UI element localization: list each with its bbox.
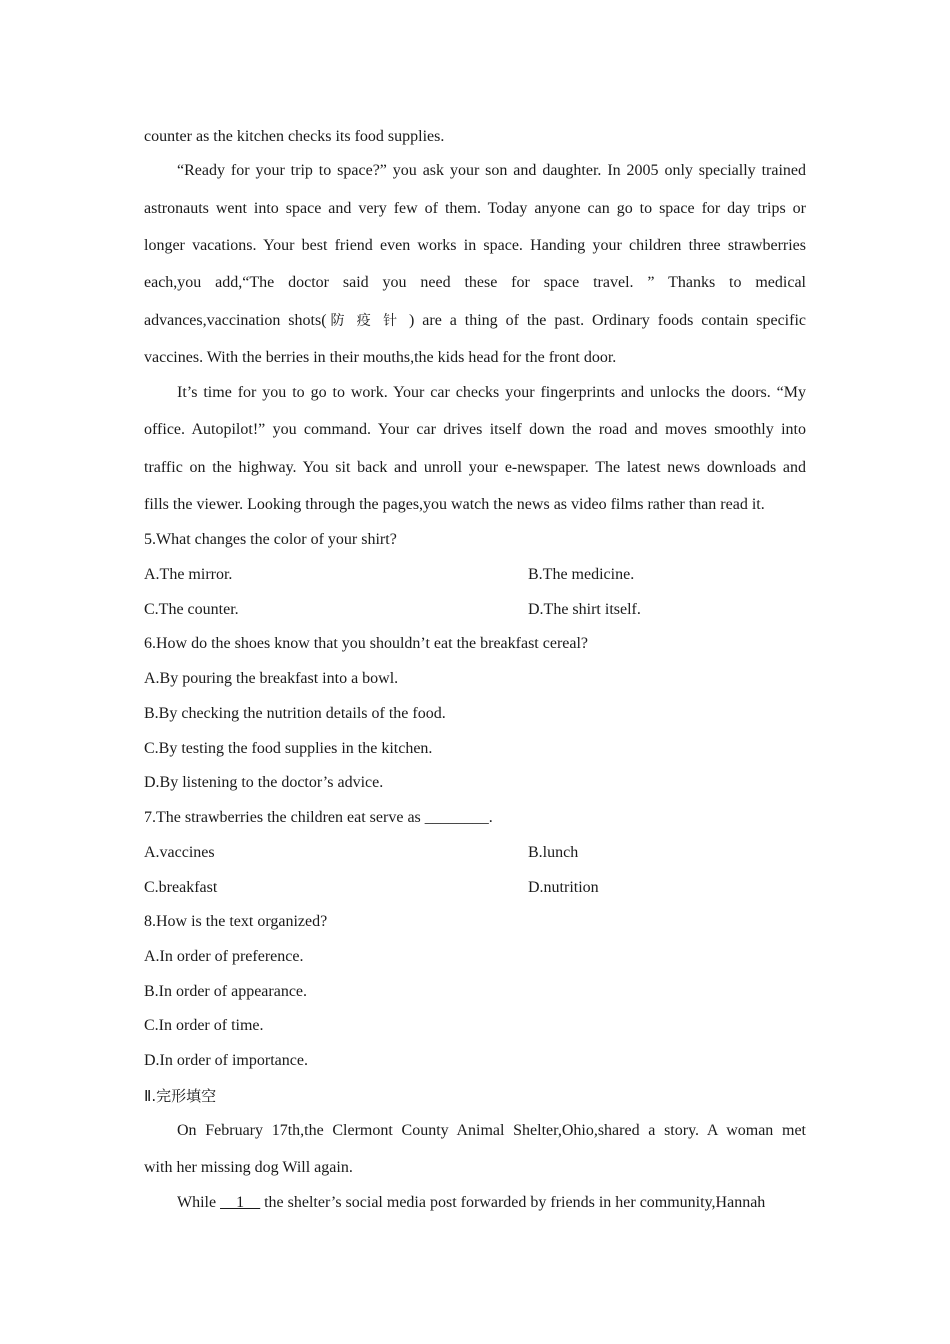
passage-line: traffic on the highway. You sit back and unroll your e-newspaper. The latest news downloads and [144,459,806,476]
passage-line: with her missing dog Will again. [144,1159,353,1176]
passage-line: “Ready for your trip to space?” you ask your son and daughter. In 2005 only specially trained [177,162,806,179]
option-b: B.The medicine. [528,566,635,583]
cloze-blank: __1__ [220,1194,261,1211]
option-a: A.By pouring the breakfast into a bowl. [144,670,399,687]
option-a: A.The mirror. [144,566,233,583]
option-c: C.By testing the food supplies in the kitchen. [144,740,433,757]
passage-text: advances,vaccination shots( [144,312,327,329]
chinese-gloss: 防 疫 针 [326,313,402,329]
option-d: D.By listening to the doctor’s advice. [144,774,384,791]
option-d: D.nutrition [528,879,599,896]
passage-line [144,311,806,331]
passage-line: longer vacations. Your best friend even works in space. Handing your children three strawberries [144,237,806,254]
passage-text: the shelter’s social media post forwarded by friends in her community,Hannah [264,1194,766,1211]
passage-line: counter as the kitchen checks its food supplies. [144,128,445,145]
option-b: B.In order of appearance. [144,983,308,1000]
option-c: C.In order of time. [144,1017,264,1034]
passage-line: It’s time for you to go to work. Your car checks your fingerprints and unlocks the doors. “My [177,384,806,401]
option-c: C.breakfast [144,879,218,896]
section-heading: Ⅱ.完形填空 [144,1087,217,1105]
question-stem: 8.How is the text organized? [144,913,328,930]
passage-line: office. Autopilot!” you command. Your car drives itself down the road and moves smoothly into [144,421,806,438]
passage-line: fills the viewer. Looking through the pages,you watch the news as video films rather than read it. [144,496,765,513]
question-stem: 7.The strawberries the children eat serve as ________. [144,809,493,826]
option-a: A.In order of preference. [144,948,304,965]
option-b: B.By checking the nutrition details of the food. [144,705,446,722]
option-d: D.In order of importance. [144,1052,308,1069]
passage-line: astronauts went into space and very few of them. Today anyone can go to space for day trips or [144,200,806,217]
option-c: C.The counter. [144,601,239,618]
passage-line: On February 17th,the Clermont County Animal Shelter,Ohio,shared a story. A woman met [177,1122,806,1139]
question-stem: 5.What changes the color of your shirt? [144,531,397,548]
option-d: D.The shirt itself. [528,601,641,618]
passage-line: each,you add,“The doctor said you need these for space travel. ” Thanks to medical [144,274,806,291]
option-b: B.lunch [528,844,579,861]
passage-text: While [177,1194,217,1211]
option-a: A.vaccines [144,844,215,861]
passage-text: ) are a thing of the past. Ordinary foods contain specific [409,312,807,329]
passage-line [177,1193,806,1213]
passage-line: vaccines. With the berries in their mouths,the kids head for the front door. [144,349,617,366]
question-stem: 6.How do the shoes know that you shouldn’t eat the breakfast cereal? [144,635,589,652]
